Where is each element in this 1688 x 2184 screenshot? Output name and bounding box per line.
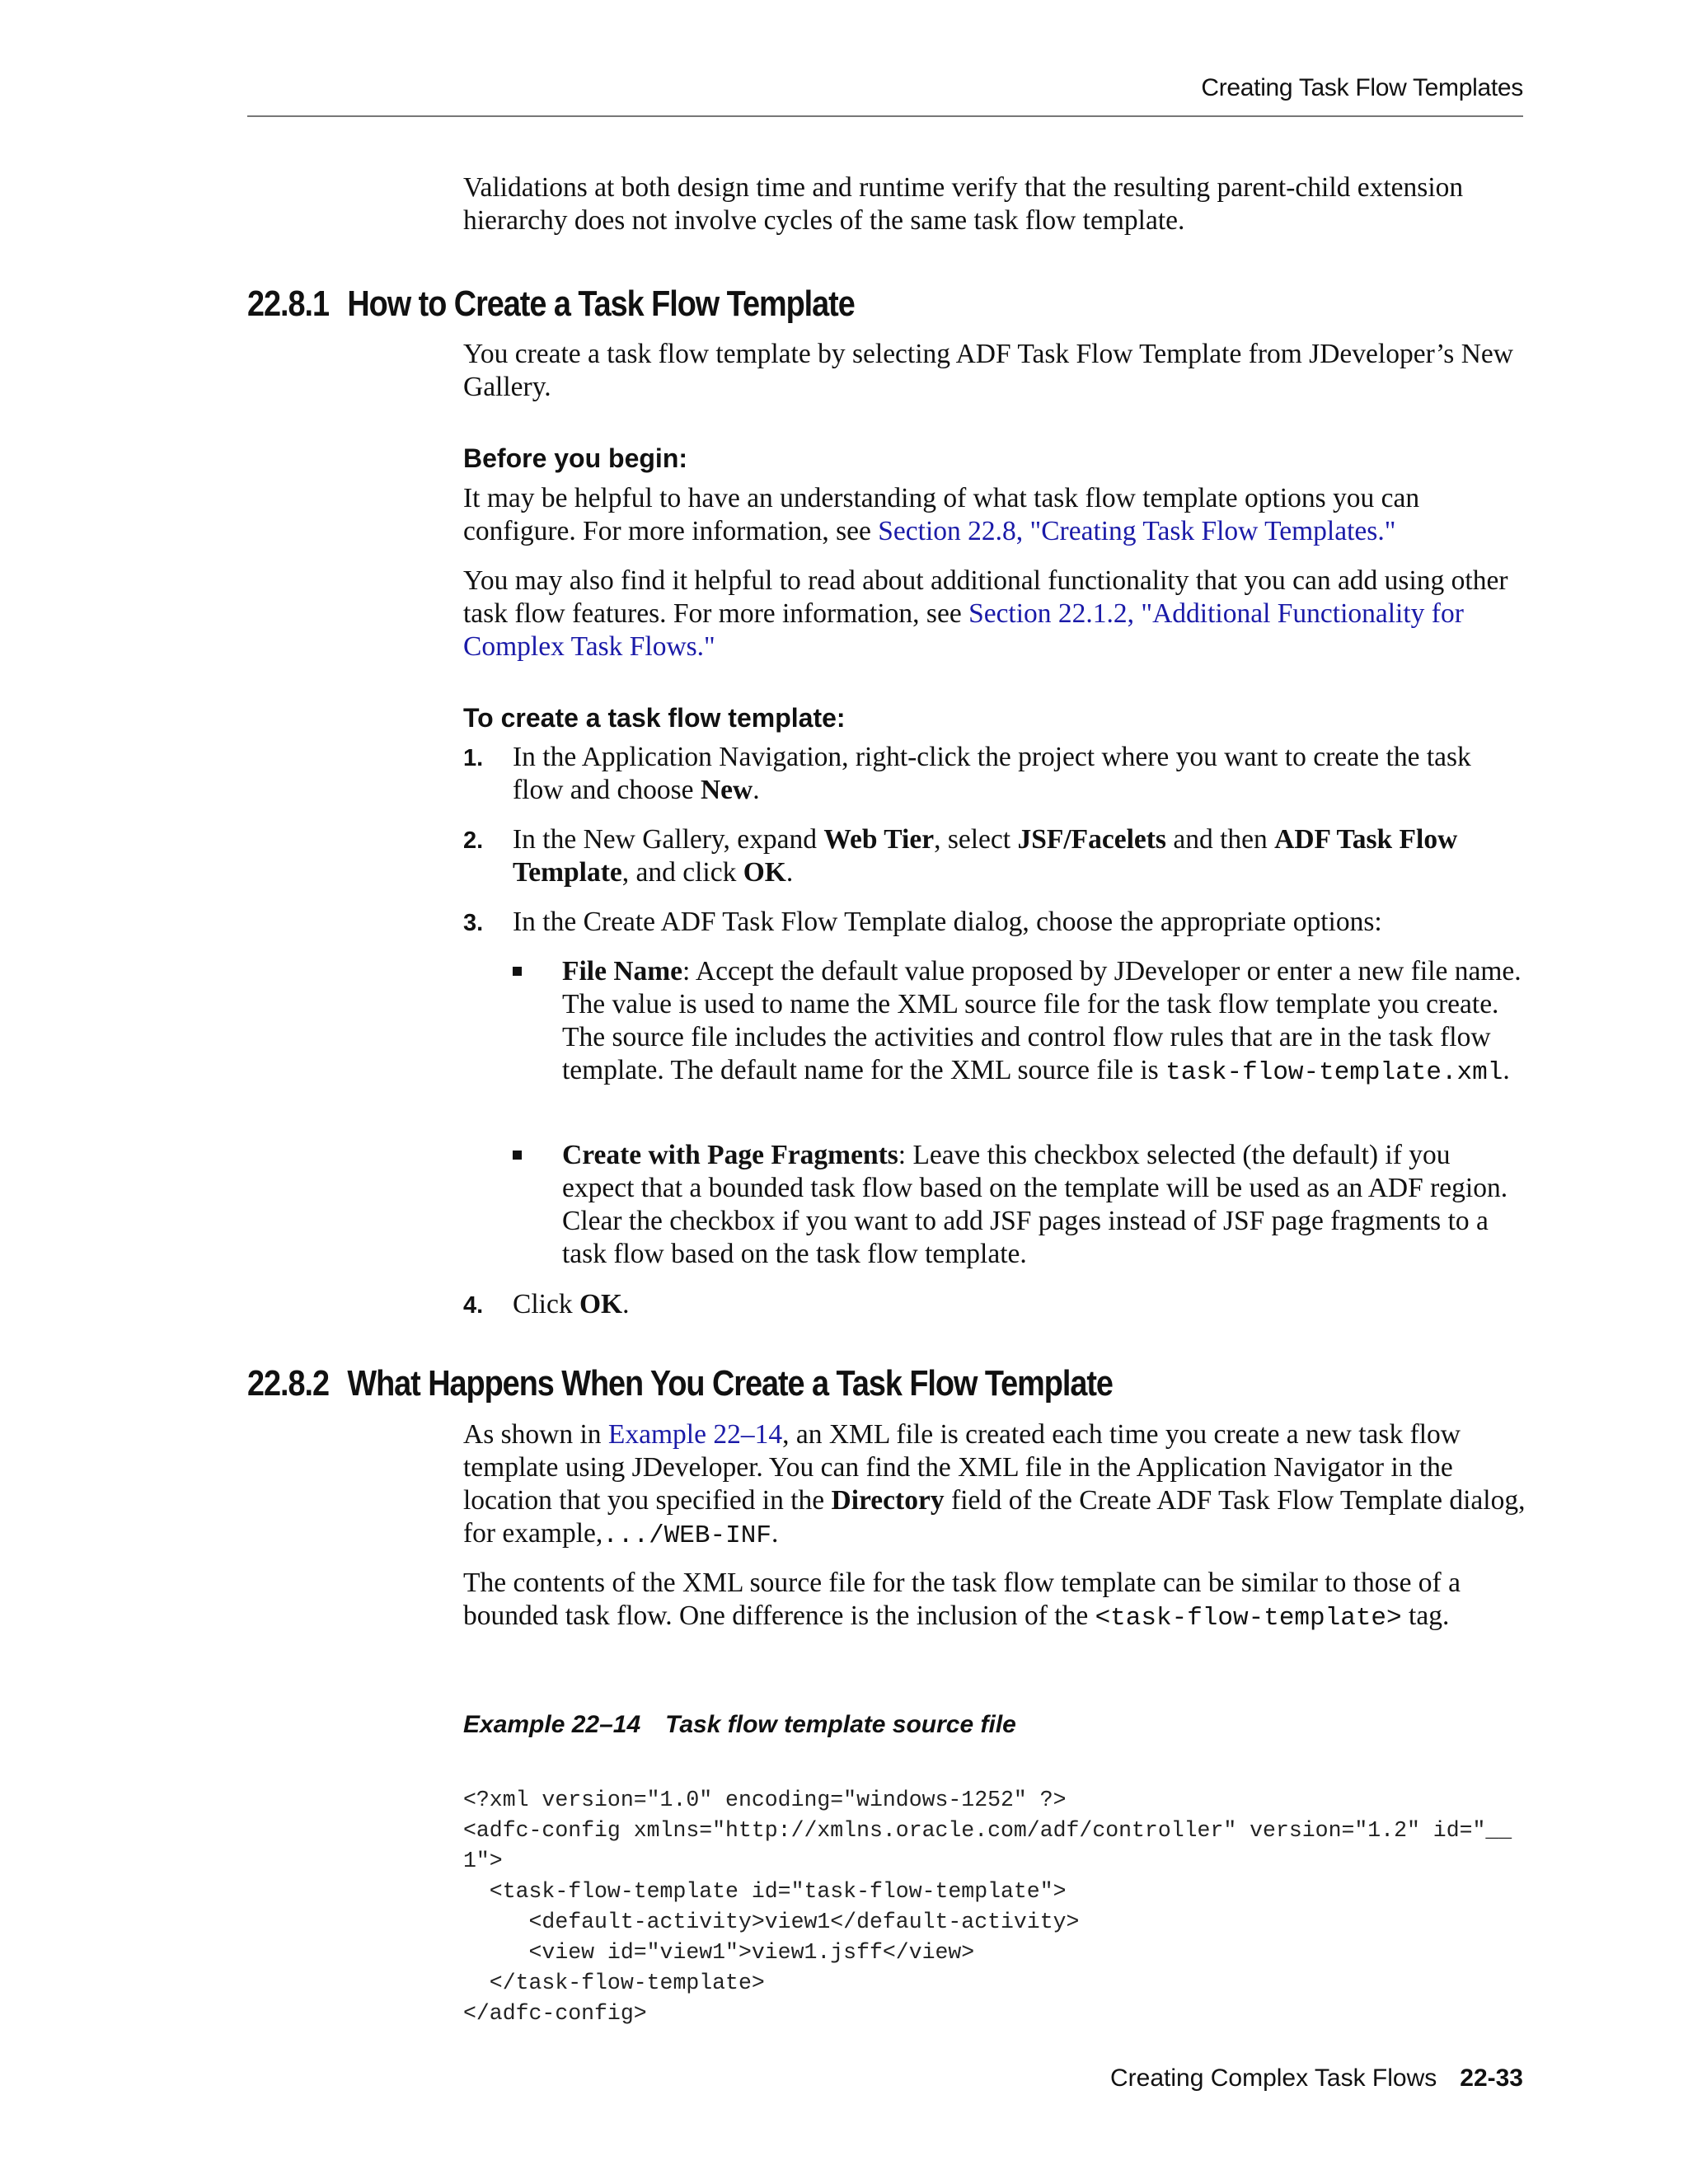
code-line: 1"> (463, 1849, 503, 1873)
section-number: 22.8.2 (247, 1363, 330, 1404)
step-number: 3. (463, 910, 484, 936)
before-paragraph-2-text: You may also find it helpful to read about additional functionality that you can add using other task flow features. For more information, see (463, 565, 1508, 629)
before-paragraph-1 (463, 482, 1526, 548)
ui-term: Directory (831, 1485, 945, 1516)
procedure-steps (463, 741, 1526, 807)
code-line: <?xml version="1.0" encoding="windows-1252" ?> (463, 1788, 1067, 1812)
step-number: 1. (463, 745, 484, 771)
ui-term: JSF/Facelets (1017, 824, 1166, 855)
procedure-steps (463, 823, 1526, 889)
ui-term: ADF Task Flow Template (513, 824, 1458, 888)
code-block (463, 1755, 1535, 2060)
option-list (513, 955, 1526, 1090)
section-title: How to Create a Task Flow Template (347, 284, 855, 324)
procedure-steps (463, 906, 1526, 939)
option-label: File Name (562, 956, 683, 987)
step-text: In the Application Navigation, right-click the project where you want to create the task flow and choose (513, 742, 1471, 805)
link-section-22-8[interactable]: Section 22.8, "Creating Task Flow Templates." (878, 516, 1396, 546)
section-intro-paragraph: You create a task flow template by selecting ADF Task Flow Template from JDeveloper’s New Gallery. (463, 339, 1513, 402)
code-line: <task-flow-template id="task-flow-template"> (463, 1879, 1067, 1904)
before-paragraph-2 (463, 565, 1526, 663)
what-happens-paragraph-2 (463, 1567, 1526, 1635)
paragraph-text: . (771, 1518, 779, 1549)
step-text: In the Create ADF Task Flow Template dialog, choose the appropriate options: (513, 907, 1382, 937)
bullet-icon (513, 967, 522, 976)
ui-term: Web Tier (823, 824, 935, 855)
before-paragraph-1-text: It may be helpful to have an understanding of what task flow template options you can configure. For more information, see (463, 483, 1420, 546)
section-heading-22-8-1 (247, 284, 1344, 325)
step-4 (463, 1288, 1526, 1321)
step-text: and then (1165, 824, 1275, 855)
procedure-steps (463, 1288, 1526, 1321)
code-line: <view id="view1">view1.jsff</view> (463, 1940, 975, 1965)
option-page-fragments (513, 1139, 1526, 1271)
ui-term: OK (579, 1289, 623, 1319)
option-text: : Accept the default value proposed by JDeveloper or enter a new file name. The value is used to name the XML source file for the task flow template you create. The source file includes the activities and control flow rules that are in the task flow template. The default name for the XML source file is (562, 956, 1522, 1085)
step-1 (463, 741, 1526, 807)
step-text: , and click (621, 857, 743, 888)
option-text: : Leave this checkbox selected (the default) if you expect that a bounded task flow based on the template will be used as an ADF region. Clear the checkbox if you want to add JSF pages instead of JSF page fragments to a task flow based on the task flow template. (562, 1140, 1508, 1269)
section-heading-22-8-2 (247, 1363, 1344, 1404)
step-number: 2. (463, 827, 484, 854)
code-line: <default-activity>view1</default-activity> (463, 1910, 1080, 1934)
code-line: <adfc-config xmlns="http://xmlns.oracle.com/adf/controller" version="1.2" id="__ (463, 1818, 1512, 1843)
header-rule (247, 115, 1523, 117)
code-filename: task-flow-template.xml (1165, 1058, 1503, 1087)
what-happens-paragraph-1 (463, 1418, 1526, 1553)
code-path: .../WEB-INF (603, 1521, 771, 1550)
step-text: . (753, 775, 760, 805)
step-text: In the New Gallery, expand (513, 824, 824, 855)
page-footer (247, 2064, 1523, 2093)
option-list (513, 1139, 1526, 1271)
step-text: . (785, 857, 794, 888)
paragraph-text: field of the Create ADF Task Flow Template dialog, for example, (463, 1485, 1526, 1549)
code-tag: <task-flow-template> (1095, 1604, 1402, 1633)
ui-term: OK (743, 857, 786, 888)
step-text: , select (934, 824, 1018, 855)
page-number: 22-33 (1460, 2064, 1523, 2092)
before-you-begin-heading: Before you begin: (463, 443, 688, 473)
section-number: 22.8.1 (247, 284, 330, 324)
code-line: </task-flow-template> (463, 1971, 765, 1995)
procedure-heading: To create a task flow template: (463, 703, 846, 733)
paragraph-text: tag. (1401, 1601, 1450, 1631)
paragraph-text: , an XML file is created each time you create a new task flow template using JDeveloper. You can find the XML file in the Application Navigator in the location that you specified in the (463, 1419, 1461, 1516)
code-line: </adfc-config> (463, 2001, 647, 2026)
step-3 (463, 906, 1526, 939)
ui-term: New (700, 775, 753, 805)
example-label: Example 22–14 (463, 1711, 641, 1738)
step-text: Click (513, 1289, 579, 1319)
running-header: Creating Task Flow Templates (1201, 74, 1523, 101)
link-example-22-14[interactable]: Example 22–14 (607, 1419, 783, 1450)
option-label: Create with Page Fragments (562, 1140, 898, 1170)
option-file-name (513, 955, 1526, 1090)
intro-paragraph: Validations at both design time and runtime verify that the resulting parent-child extension hierarchy does not involve cycles of the same task flow template. (463, 172, 1464, 236)
step-number: 4. (463, 1292, 484, 1319)
section-title: What Happens When You Create a Task Flow Template (347, 1363, 1113, 1404)
bullet-icon (513, 1151, 522, 1160)
link-section-22-1-2[interactable]: Section 22.1.2, "Additional Functionality for Complex Task Flows." (463, 598, 1464, 662)
option-text: . (1503, 1055, 1510, 1085)
example-title: Task flow template source file (665, 1711, 1016, 1738)
paragraph-text: The contents of the XML source file for the task flow template can be similar to those of a bounded task flow. One difference is the inclusion of the (463, 1568, 1461, 1631)
example-caption (463, 1711, 1016, 1739)
step-text: . (622, 1289, 630, 1319)
paragraph-text: As shown in (463, 1419, 608, 1450)
step-2 (463, 823, 1526, 889)
footer-chapter-title: Creating Complex Task Flows (1110, 2064, 1437, 2092)
